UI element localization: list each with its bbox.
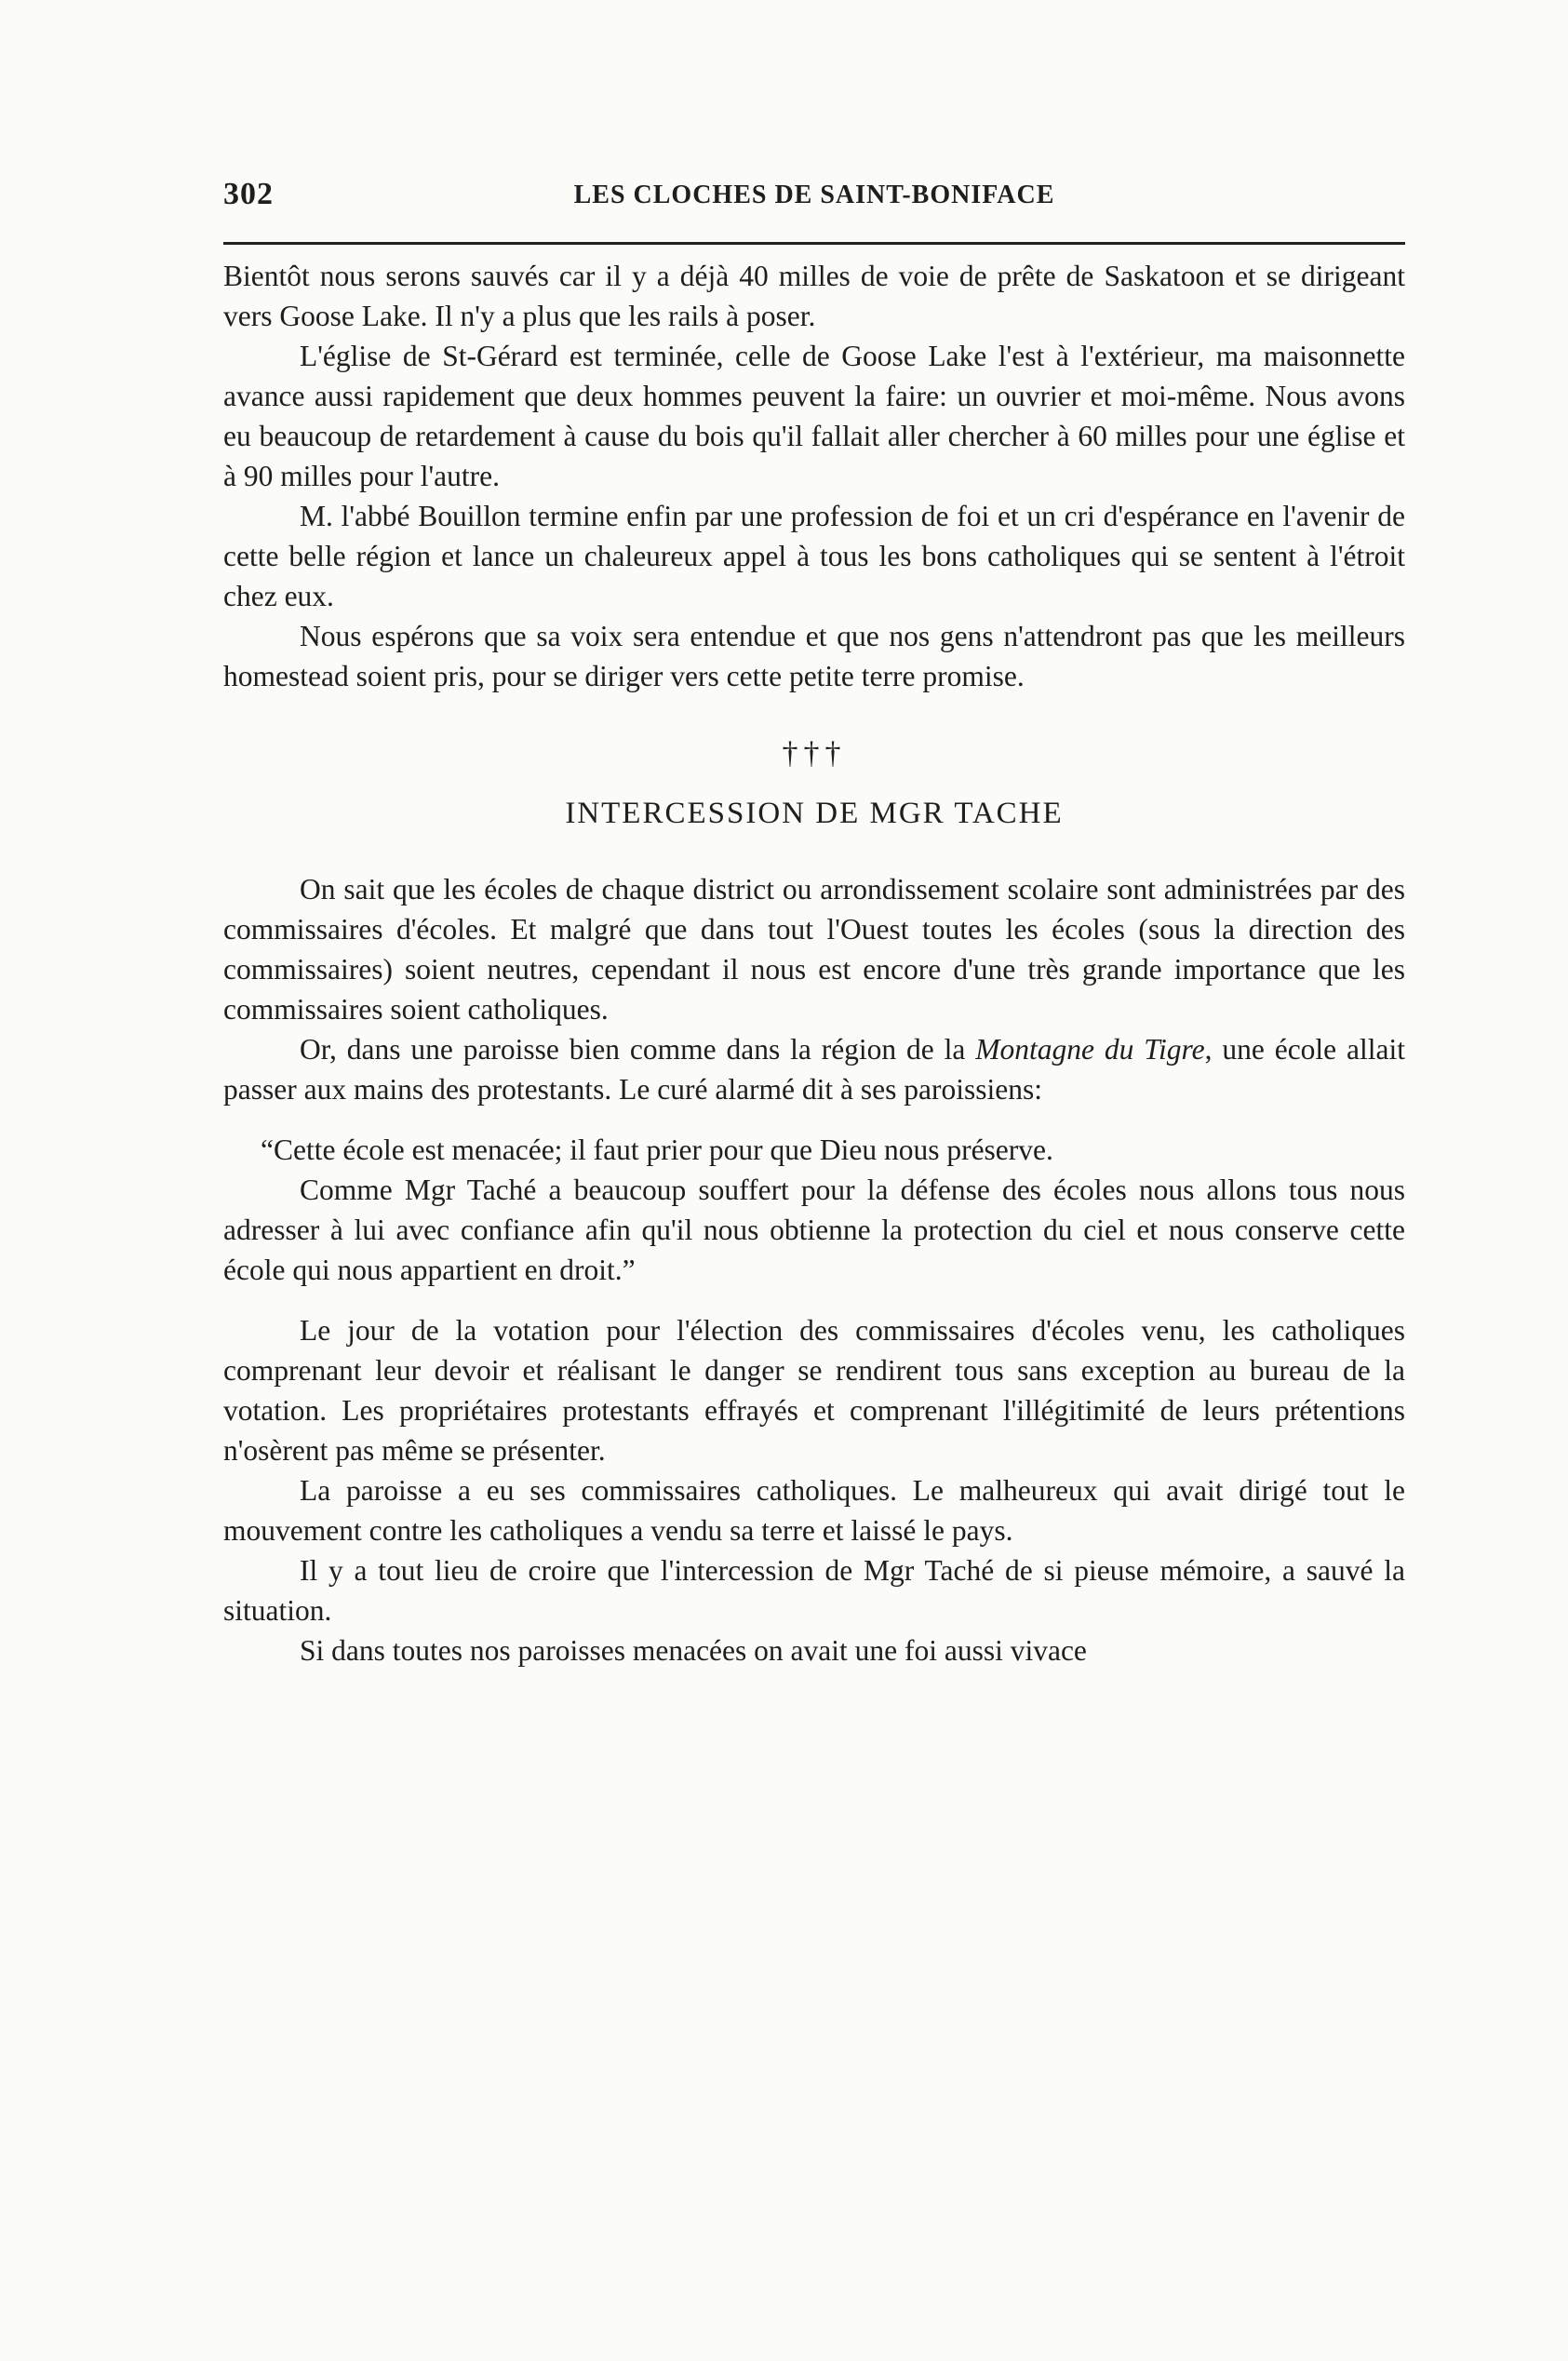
quote-paragraph: Comme Mgr Taché a beaucoup souffert pour la défense des écoles nous allons tous nous adresser à lui avec confiance afin qu'il nous obtienne la protection du ciel et nous conserve cette école qui nous appartient en droit.” <box>223 1174 1405 1286</box>
paragraph: La paroisse a eu ses commissaires catholiques. Le malheureux qui avait dirigé tout le mouvement contre les catholiques a vendu sa terre et laissé le pays. <box>223 1474 1405 1547</box>
running-title: LES CLOCHES DE SAINT-BONIFACE <box>573 181 1055 209</box>
text-run: Or, dans une paroisse bien comme dans la région de la <box>300 1033 976 1066</box>
text-run: , une école allait passer aux mains des protestants. Le curé alarmé dit à ses paroissiens: <box>223 1033 1406 1106</box>
page-header <box>223 177 1405 233</box>
paragraph-with-italic <box>223 1029 1405 1109</box>
italic-place-name: Montagne du Tigre <box>975 1033 1205 1066</box>
header-rule <box>223 242 1405 245</box>
paragraph-truncated: Si dans toutes nos paroisses menacées on avait une foi aussi vivace <box>300 1634 1087 1667</box>
paragraph: Il y a tout lieu de croire que l'intercession de Mgr Taché de si pieuse mémoire, a sauvé la situation. <box>223 1554 1405 1627</box>
section-title: INTERCESSION DE MGR TACHE <box>565 797 1064 830</box>
quote-line: “Cette école est menacée; il faut prier pour que Dieu nous préserve. <box>261 1134 1053 1166</box>
paragraph: On sait que les écoles de chaque district ou arrondissement scolaire sont administrées par des commissaires d'écoles. Et malgré que dans tout l'Ouest toutes les écoles (sous la direction des commissaires) soient neutres, cependant il nous est encore d'une très grande importance que les commissaires soient catholiques. <box>223 873 1405 1026</box>
paragraph: L'église de St-Gérard est terminée, celle de Goose Lake l'est à l'extérieur, ma maisonnette avance aussi rapidement que deux hommes peuvent la faire: un ouvrier et moi-même. Nous avons eu beaucoup de retardement à cause du bois qu'il fallait aller chercher à 60 milles pour une église et à 90 milles pour l'autre. <box>223 340 1405 492</box>
paragraph: Nous espérons que sa voix sera entendue et que nos gens n'attendront pas que les meilleurs homestead soient pris, pour se diriger vers cette petite terre promise. <box>223 620 1405 692</box>
page-number: 302 <box>223 177 274 211</box>
section-ornament: ††† <box>782 736 847 771</box>
paragraph-continuation: Bientôt nous serons sauvés car il y a déjà 40 milles de voie de prête de Saskatoon et se dirigeant vers Goose Lake. Il n'y a plus que les rails à poser. <box>223 260 1405 332</box>
book-page <box>223 177 1405 1670</box>
paragraph: M. l'abbé Bouillon termine enfin par une profession de foi et un cri d'espérance en l'avenir de cette belle région et lance un chaleureux appel à tous les bons catholiques qui se sentent à l'étroit chez eux. <box>223 500 1405 612</box>
paragraph: Le jour de la votation pour l'élection des commissaires d'écoles venu, les catholiques comprenant leur devoir et réalisant le danger se rendirent tous sans exception au bureau de la votation. Les propriétaires protestants effrayés et comprenant l'illégitimité de leurs prétentions n'osèrent pas même se présenter. <box>223 1314 1405 1467</box>
page-body <box>223 256 1405 1670</box>
